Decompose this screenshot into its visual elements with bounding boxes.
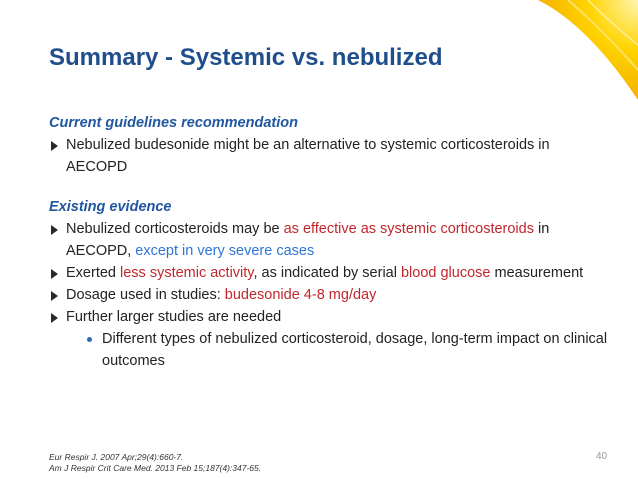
guidelines-heading: Current guidelines recommendation — [49, 115, 298, 131]
bullet-further-studies — [49, 306, 609, 328]
bullet-effectiveness — [49, 218, 609, 262]
bullet-text: Nebulized budesonide might be an alternative to systemic corticosteroids in AECOPD — [66, 137, 550, 175]
bullet-text: Exerted — [66, 265, 120, 281]
bullet-text: Dosage used in studies: — [66, 287, 225, 303]
arrow-bullet-icon — [51, 291, 58, 301]
arrow-bullet-icon — [51, 313, 58, 323]
emphasis-red: budesonide 4-8 mg/day — [224, 287, 377, 303]
emphasis-red: less systemic activity — [120, 265, 254, 281]
bullet-text: in AECOPD, — [66, 221, 550, 259]
evidence-heading: Existing evidence — [49, 199, 172, 215]
slide-body — [49, 112, 609, 372]
sub-bullet-text: Different types of nebulized corticosteroid, dosage, long-term impact on clinical outcomes — [102, 331, 608, 369]
page-number: 40 — [596, 451, 608, 462]
emphasis-red: blood glucose — [400, 265, 491, 281]
sub-bullet-types — [49, 328, 609, 372]
bullet-text: Nebulized corticosteroids may be — [66, 221, 284, 237]
dot-bullet-icon — [87, 337, 92, 342]
bullet-dosage — [49, 284, 609, 306]
bullet-systemic-activity — [49, 262, 609, 284]
arrow-bullet-icon — [51, 141, 58, 151]
emphasis-blue: except in very severe cases — [135, 243, 315, 259]
corner-decoration — [528, 0, 638, 110]
bullet-guideline — [49, 134, 609, 178]
references — [49, 452, 261, 474]
slide-title: Summary - Systemic vs. nebulized — [49, 44, 443, 71]
bullet-text: measurement — [490, 265, 584, 281]
reference-item: Am J Respir Crit Care Med. 2013 Feb 15;187(4):347-65. — [49, 463, 262, 473]
arrow-bullet-icon — [51, 225, 58, 235]
reference-item: Eur Respir J. 2007 Apr;29(4):660-7. — [49, 452, 184, 462]
bullet-text: , as indicated by serial — [253, 265, 401, 281]
arrow-bullet-icon — [51, 269, 58, 279]
emphasis-red: as effective as systemic corticosteroids — [283, 221, 534, 237]
bullet-text: Further larger studies are needed — [66, 309, 282, 325]
